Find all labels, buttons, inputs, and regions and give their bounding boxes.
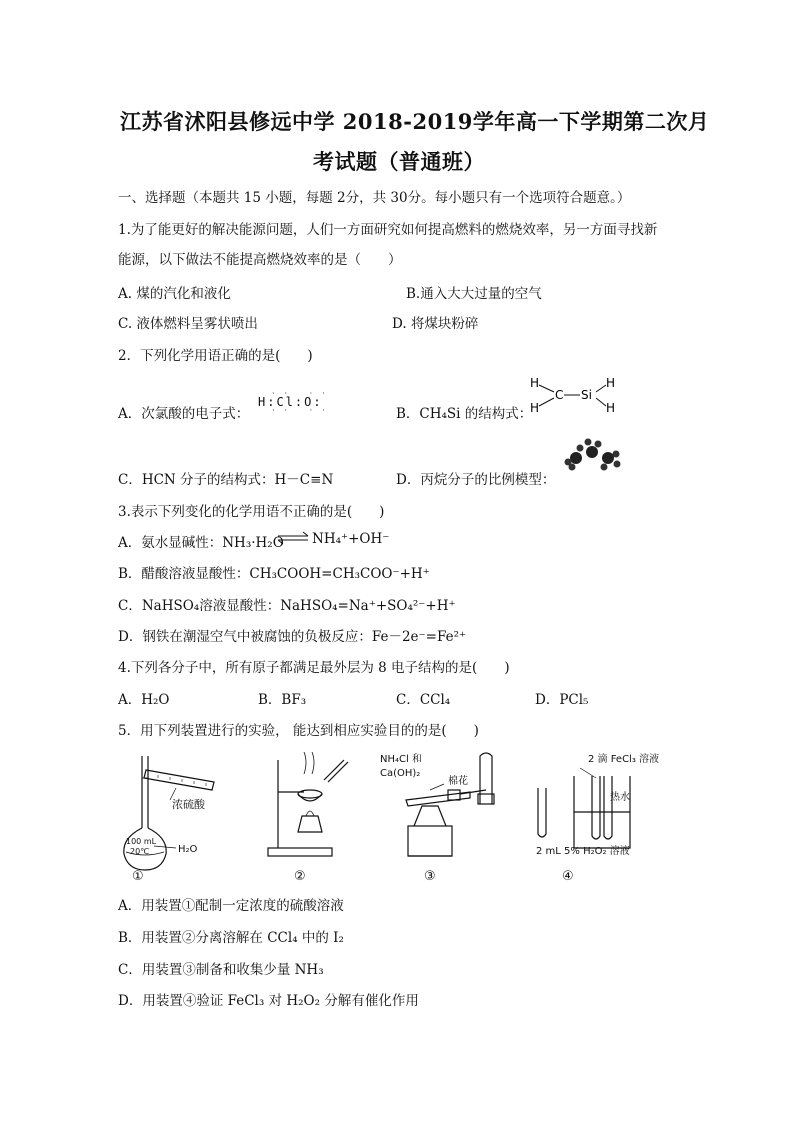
q1-option-b: B.通入大大过量的空气 bbox=[406, 286, 542, 302]
fig-num-2: ② bbox=[294, 869, 306, 884]
q3-option-a-prefix: A．氨水显碱性：NH₃·H₂O bbox=[118, 535, 284, 551]
q2-option-c: C．HCN 分子的结构式：H－C≡N bbox=[118, 472, 334, 488]
ch4si-structure-diagram bbox=[528, 374, 624, 416]
label-reagent1: NH₄Cl 和 bbox=[380, 754, 422, 765]
propane-model-icon bbox=[562, 436, 626, 476]
struct-h4: H bbox=[606, 401, 616, 415]
label-fecl3: 2 滴 FeCl₃ 溶液 bbox=[588, 754, 660, 765]
q5-option-d: D．用装置④验证 FeCl₃ 对 H₂O₂ 分解有催化作用 bbox=[118, 993, 419, 1009]
page-title-line2: 考试题（普通班） bbox=[313, 149, 485, 174]
q5-option-a: A．用装置①配制一定浓度的硫酸溶液 bbox=[118, 898, 344, 914]
section-heading: 一、选择题（本题共 15 小题，每题 2分，共 30分。每小题只有一个选项符合题意。） bbox=[118, 190, 631, 206]
q1-stem-line1: 1.为了能更好的解决能源问题，人们一方面研究如何提高燃料的燃烧效率，另一方面寻找新 bbox=[118, 222, 658, 238]
fig-num-1: ① bbox=[132, 869, 144, 884]
electron-dots-bottom: ·· ·· bbox=[272, 406, 335, 415]
fig-num-3: ③ bbox=[424, 869, 436, 884]
q5-option-b: B．用装置②分离溶解在 CCl₄ 中的 I₂ bbox=[118, 930, 344, 946]
q4-stem: 4.下列各分子中，所有原子都满足最外层为 8 电子结构的是( ) bbox=[118, 660, 510, 676]
q3-option-c: C．NaHSO₄溶液显酸性：NaHSO₄=Na⁺+SO₄²⁻+H⁺ bbox=[118, 598, 456, 614]
label-flask-volume: 100 mL bbox=[126, 837, 157, 846]
q1-option-d: D. 将煤块粉碎 bbox=[392, 316, 479, 332]
struct-h3: H bbox=[606, 376, 616, 390]
label-cotton: 棉花 bbox=[448, 776, 468, 787]
q4-option-a: A．H₂O bbox=[118, 692, 170, 708]
q2-option-a-label: A．次氯酸的电子式： bbox=[118, 406, 250, 422]
label-water: H₂O bbox=[178, 844, 198, 855]
q5-apparatus-figure bbox=[118, 748, 662, 884]
struct-h1: H bbox=[530, 376, 540, 390]
q3-stem: 3.表示下列变化的化学用语不正确的是( ) bbox=[118, 504, 385, 520]
q2-option-b-label: B．CH₄Si 的结构式： bbox=[396, 406, 533, 422]
label-conc-acid: 浓硫酸 bbox=[172, 798, 205, 811]
label-reagent2: Ca(OH)₂ bbox=[380, 768, 421, 779]
q3-option-a-suffix: NH₄⁺+OH⁻ bbox=[312, 531, 390, 547]
q5-option-c: C．用装置③制备和收集少量 NH₃ bbox=[118, 962, 324, 978]
page-title-line1: 江苏省沭阳县修远中学 2018-2019学年高一下学期第二次月 bbox=[120, 109, 710, 134]
struct-h2: H bbox=[530, 401, 540, 415]
q3-option-d: D．钢铁在潮湿空气中被腐蚀的负极反应：Fe－2e⁻=Fe²⁺ bbox=[118, 629, 467, 645]
fig-num-4: ④ bbox=[562, 869, 574, 884]
struct-c: C bbox=[555, 388, 564, 402]
apparatus-4-catalysis-setup bbox=[538, 768, 630, 848]
struct-si: Si bbox=[581, 388, 592, 402]
q2-option-d-label: D．丙烷分子的比例模型： bbox=[396, 472, 556, 488]
q4-option-c: C．CCl₄ bbox=[396, 692, 451, 708]
apparatus-2-evaporation-setup bbox=[268, 752, 348, 856]
q1-stem-line2: 能源，以下做法不能提高燃烧效率的是（ ） bbox=[118, 252, 402, 268]
label-hot-water: 热水 bbox=[610, 792, 630, 803]
q2-stem: 2．下列化学用语正确的是( ) bbox=[118, 348, 313, 364]
q5-stem: 5．用下列装置进行的实验， 能达到相应实验目的的是( ) bbox=[118, 723, 479, 739]
q4-option-d: D．PCl₅ bbox=[535, 692, 589, 708]
q2-electron-formula: H:Cl:O: bbox=[258, 395, 323, 409]
equilibrium-arrow-icon bbox=[276, 531, 310, 545]
label-h2o2: 2 mL 5% H₂O₂ 溶液 bbox=[536, 846, 630, 857]
q1-option-a: A. 煤的汽化和液化 bbox=[118, 286, 231, 302]
q3-option-b: B．醋酸溶液显酸性：CH₃COOH=CH₃COO⁻+H⁺ bbox=[118, 566, 430, 582]
q1-option-c: C. 液体燃料呈雾状喷出 bbox=[118, 316, 258, 332]
electron-dots-top: ·· ·· bbox=[272, 389, 335, 398]
q4-option-b: B．BF₃ bbox=[258, 692, 307, 708]
label-flask-temp: 20℃ bbox=[130, 847, 150, 856]
